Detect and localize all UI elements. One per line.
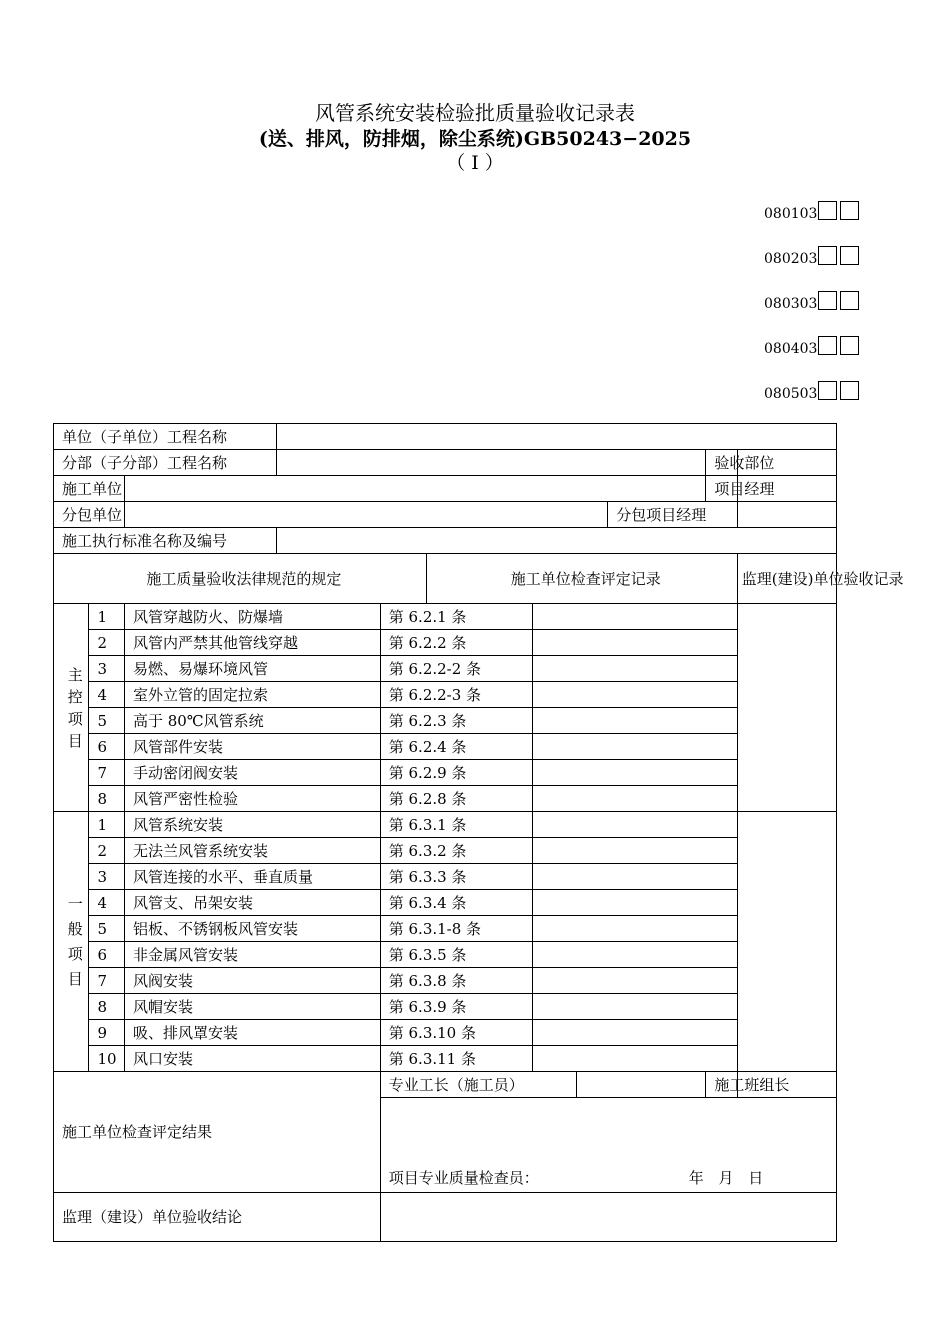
contractor-record-cell[interactable] [533, 864, 738, 890]
foreman-row [54, 1072, 837, 1098]
item-name: 手动密闭阀安装 [124, 760, 380, 786]
item-clause: 第 6.2.2-2 条 [380, 656, 532, 682]
table-row [54, 630, 837, 656]
item-name: 风管内严禁其他管线穿越 [124, 630, 380, 656]
item-name: 风口安装 [124, 1046, 380, 1072]
table-row [54, 916, 837, 942]
code-checkbox[interactable] [840, 336, 859, 355]
project-name-row [54, 424, 837, 450]
project-manager-label: 项目经理 [706, 476, 737, 502]
signature-area [381, 1098, 836, 1192]
form-subtitle: (送、排风，防排烟，除尘系统)GB50243−2025 [258, 128, 692, 150]
item-clause: 第 6.3.5 条 [380, 942, 532, 968]
item-clause: 第 6.2.1 条 [380, 604, 532, 630]
contractor-record-cell[interactable] [533, 942, 738, 968]
code-row [764, 244, 862, 289]
table-row [54, 838, 837, 864]
item-name: 易燃、易爆环境风管 [124, 656, 380, 682]
item-name: 风帽安装 [124, 994, 380, 1020]
result-field[interactable] [380, 1098, 836, 1193]
item-clause: 第 6.2.2-3 条 [380, 682, 532, 708]
item-clause: 第 6.3.10 条 [380, 1020, 532, 1046]
item-number: 7 [89, 760, 124, 786]
item-clause: 第 6.3.1-8 条 [380, 916, 532, 942]
supervisor-conclusion-field[interactable] [380, 1193, 836, 1242]
code-checkbox[interactable] [818, 291, 837, 310]
code-row [764, 334, 862, 379]
contractor-record-cell[interactable] [533, 838, 738, 864]
item-number: 2 [89, 838, 124, 864]
table-row [54, 682, 837, 708]
project-name-label: 单位（子单位）工程名称 [54, 424, 277, 450]
table-row [54, 812, 837, 838]
contractor-record-cell[interactable] [533, 1020, 738, 1046]
foreman-field[interactable] [576, 1072, 705, 1098]
item-clause: 第 6.3.3 条 [380, 864, 532, 890]
item-clause: 第 6.3.4 条 [380, 890, 532, 916]
contractor-record-cell[interactable] [533, 994, 738, 1020]
item-clause: 第 6.3.11 条 [380, 1046, 532, 1072]
item-name: 非金属风管安装 [124, 942, 380, 968]
table-row [54, 942, 837, 968]
item-number: 3 [89, 864, 124, 890]
item-number: 5 [89, 916, 124, 942]
item-clause: 第 6.2.8 条 [380, 786, 532, 812]
item-number: 1 [89, 604, 124, 630]
item-number: 6 [89, 942, 124, 968]
code-row [764, 289, 862, 334]
contractor-field[interactable] [124, 476, 705, 502]
supervisor-record-cell[interactable] [737, 604, 836, 812]
item-number: 4 [89, 890, 124, 916]
contractor-record-cell[interactable] [533, 1046, 738, 1072]
code-number: 080103 [764, 206, 818, 222]
item-number: 7 [89, 968, 124, 994]
inspection-record-table [53, 423, 904, 1242]
code-checkbox[interactable] [840, 246, 859, 265]
table-row [54, 1046, 837, 1072]
item-number: 10 [89, 1046, 124, 1072]
contractor-row [54, 476, 837, 502]
contractor-record-cell[interactable] [533, 604, 738, 630]
standard-field[interactable] [277, 528, 837, 554]
result-label: 施工单位检查评定结果 [54, 1072, 381, 1193]
item-clause: 第 6.3.8 条 [380, 968, 532, 994]
contractor-record-cell[interactable] [533, 656, 738, 682]
item-number: 6 [89, 734, 124, 760]
subproject-row [54, 450, 837, 476]
main-items-section-label [54, 604, 89, 812]
subcontractor-row [54, 502, 837, 528]
code-number: 080203 [764, 251, 818, 267]
table-row [54, 1020, 837, 1046]
table-row [54, 890, 837, 916]
item-name: 风管严密性检验 [124, 786, 380, 812]
item-name: 高于 80℃风管系统 [124, 708, 380, 734]
code-checkbox[interactable] [818, 201, 837, 220]
team-leader-label: 施工班组长 [706, 1072, 737, 1098]
table-row [54, 760, 837, 786]
standard-row [54, 528, 837, 554]
item-clause: 第 6.3.1 条 [380, 812, 532, 838]
form-volume: （ Ⅰ ） [446, 152, 504, 174]
code-checkbox[interactable] [840, 291, 859, 310]
code-checkbox[interactable] [840, 201, 859, 220]
item-name: 无法兰风管系统安装 [124, 838, 380, 864]
item-clause: 第 6.2.9 条 [380, 760, 532, 786]
supervisor-conclusion-label: 监理（建设）单位验收结论 [54, 1193, 381, 1242]
contractor-record-cell[interactable] [533, 708, 738, 734]
item-number: 5 [89, 708, 124, 734]
subcontractor-field[interactable] [124, 502, 607, 528]
code-row [764, 199, 862, 244]
code-number: 080303 [764, 296, 818, 312]
contractor-record-cell[interactable] [533, 630, 738, 656]
code-list [764, 199, 862, 424]
contractor-record-cell[interactable] [533, 812, 738, 838]
item-name: 风管连接的水平、垂直质量 [124, 864, 380, 890]
item-clause: 第 6.3.2 条 [380, 838, 532, 864]
item-name: 风管部件安装 [124, 734, 380, 760]
contractor-record-cell[interactable] [533, 734, 738, 760]
item-name: 风管穿越防火、防爆墙 [124, 604, 380, 630]
standard-label: 施工执行标准名称及编号 [54, 528, 277, 554]
column-header-row [54, 554, 837, 604]
contractor-record-cell[interactable] [533, 890, 738, 916]
item-number: 9 [89, 1020, 124, 1046]
item-name: 风阀安装 [124, 968, 380, 994]
general-items-section-label [54, 812, 89, 1072]
inspection-part-label: 验收部位 [706, 450, 737, 476]
item-number: 8 [89, 994, 124, 1020]
spec-column-header: 施工质量验收法律规范的规定 [54, 554, 427, 604]
subproject-field[interactable] [277, 450, 706, 476]
item-number: 1 [89, 812, 124, 838]
item-name: 风管系统安装 [124, 812, 380, 838]
code-checkbox[interactable] [818, 336, 837, 355]
item-number: 3 [89, 656, 124, 682]
code-checkbox[interactable] [840, 381, 859, 400]
item-name: 室外立管的固定拉索 [124, 682, 380, 708]
sub-pm-label: 分包项目经理 [608, 502, 737, 528]
contractor-record-cell[interactable] [533, 682, 738, 708]
contractor-record-cell[interactable] [533, 760, 738, 786]
form-title: 风管系统安装检验批质量验收记录表 [315, 101, 635, 125]
code-row [764, 379, 862, 424]
supervisor-record-column-header: 监理(建设)单位验收记录 [737, 554, 836, 604]
contractor-record-cell[interactable] [533, 916, 738, 942]
contractor-record-column-header: 施工单位检查评定记录 [426, 554, 737, 604]
table-row [54, 786, 837, 812]
code-checkbox[interactable] [818, 381, 837, 400]
table-row [54, 604, 837, 630]
code-number: 080503 [764, 386, 818, 402]
contractor-record-cell[interactable] [533, 968, 738, 994]
item-clause: 第 6.2.3 条 [380, 708, 532, 734]
item-name: 风管支、吊架安装 [124, 890, 380, 916]
item-clause: 第 6.3.9 条 [380, 994, 532, 1020]
inspector-label: 项目专业质量检查员： [388, 1169, 539, 1187]
project-name-field[interactable] [277, 424, 837, 450]
table-row [54, 656, 837, 682]
item-number: 4 [89, 682, 124, 708]
table-row [54, 734, 837, 760]
foreman-label: 专业工长（施工员） [380, 1072, 576, 1098]
item-name: 铝板、不锈钢板风管安装 [124, 916, 380, 942]
general-items-label: 一般项目 [67, 894, 83, 988]
item-name: 吸、排风罩安装 [124, 1020, 380, 1046]
supervisor-record-cell[interactable] [737, 812, 836, 1072]
item-number: 2 [89, 630, 124, 656]
contractor-label: 施工单位 [54, 476, 125, 502]
date-label: 年 月 日 [688, 1169, 764, 1187]
subcontractor-label: 分包单位 [54, 502, 125, 528]
conclusion-row [54, 1193, 837, 1242]
sub-pm-field[interactable] [737, 502, 836, 528]
main-items-label: 主控项目 [67, 665, 83, 750]
contractor-record-cell[interactable] [533, 786, 738, 812]
item-number: 8 [89, 786, 124, 812]
table-row [54, 864, 837, 890]
table-row [54, 994, 837, 1020]
code-number: 080403 [764, 341, 818, 357]
table-row [54, 968, 837, 994]
item-clause: 第 6.2.2 条 [380, 630, 532, 656]
table-row [54, 708, 837, 734]
item-clause: 第 6.2.4 条 [380, 734, 532, 760]
subproject-label: 分部（子分部）工程名称 [54, 450, 277, 476]
code-checkbox[interactable] [818, 246, 837, 265]
